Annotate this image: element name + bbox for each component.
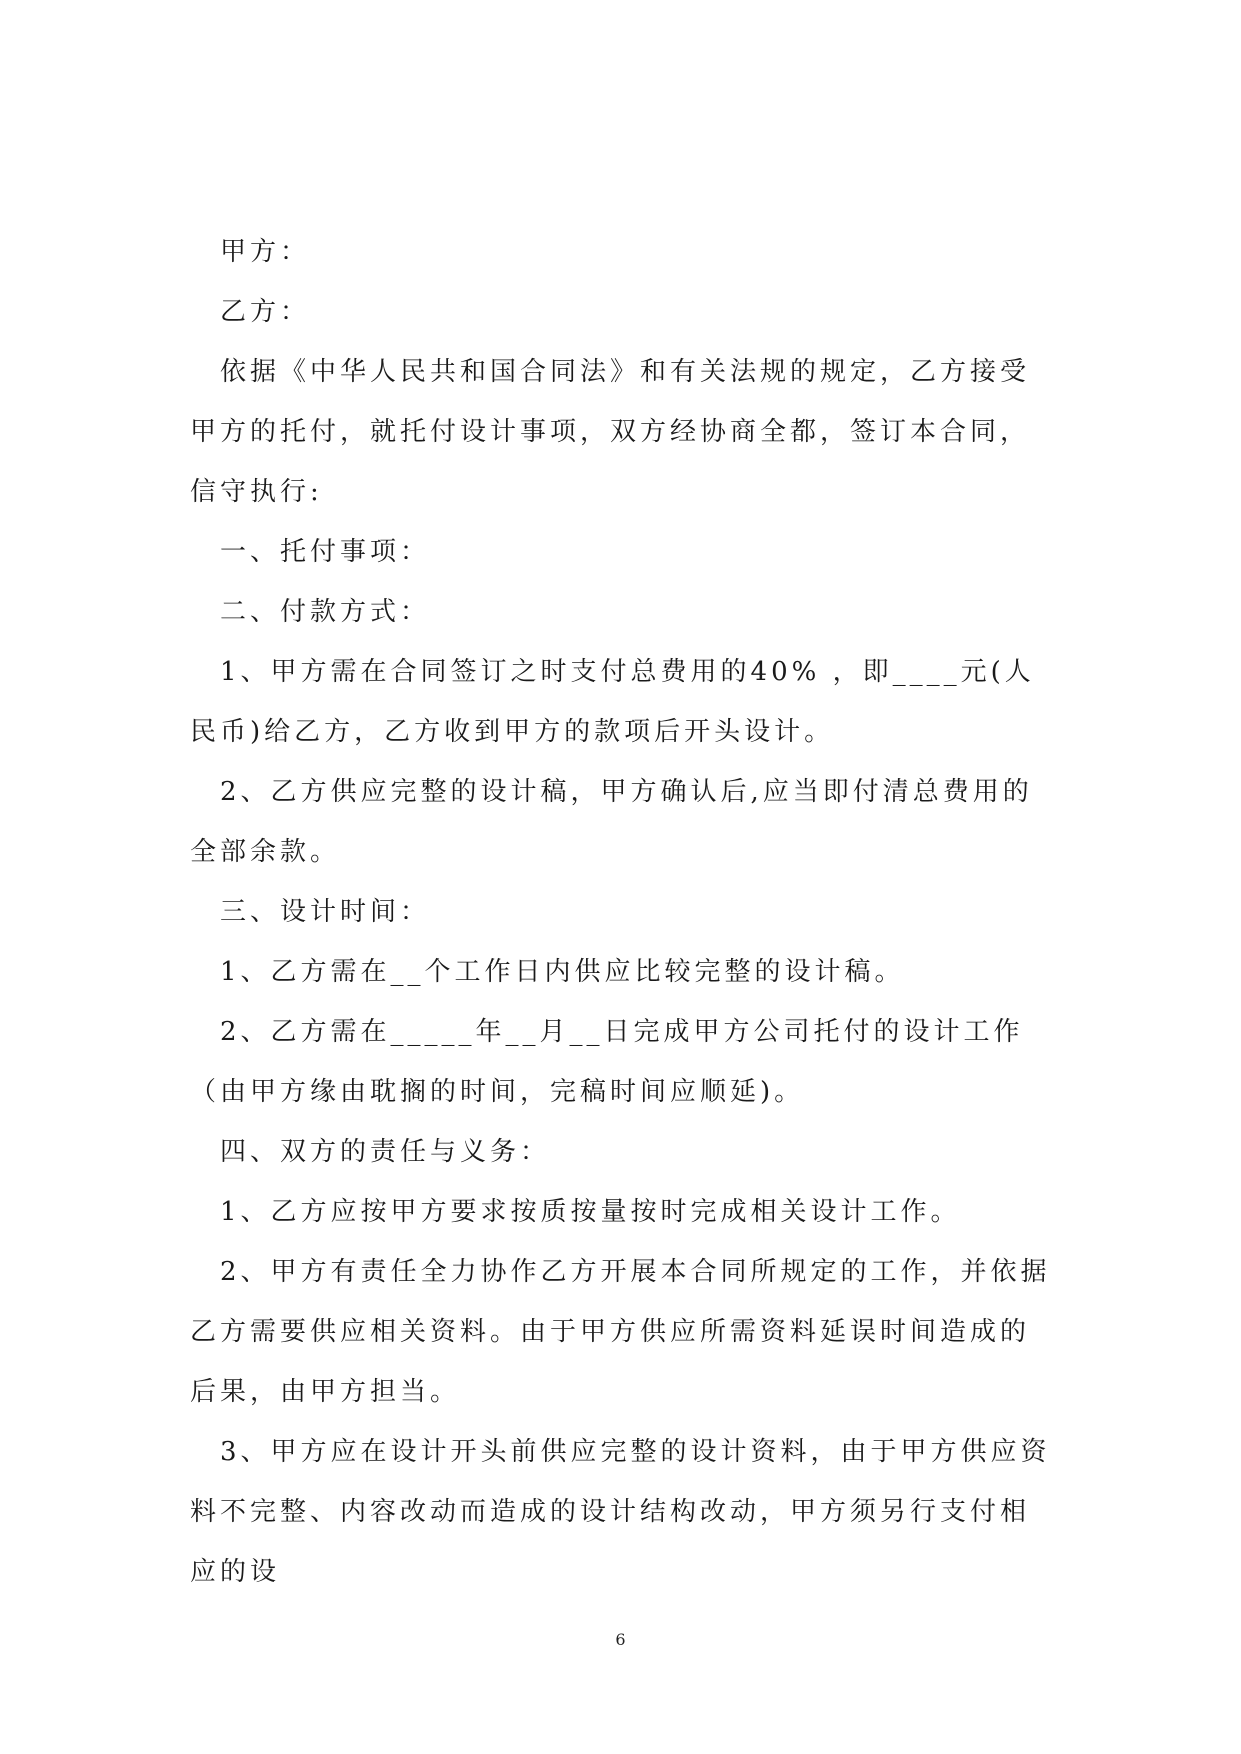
party-b-line: 乙方：	[220, 297, 311, 327]
responsibility-clause-1: 1、乙方应按甲方要求按质按量按时完成相关设计工作。	[220, 1197, 961, 1227]
section-heading-design-time: 三、设计时间：	[220, 897, 431, 927]
page-number: 6	[615, 1630, 626, 1649]
responsibility-clause-3: 3、甲方应在设计开头前供应完整的设计资料，由于甲方供应资料不完整、内容改动而造成的设计结构改动，甲方须另行支付相应的设	[190, 1437, 1051, 1587]
section-heading-payment-method: 二、付款方式：	[220, 597, 431, 627]
preamble-paragraph: 依据《中华人民共和国合同法》和有关法规的规定，乙方接受甲方的托付，就托付设计事项，双方经协商全都，签订本合同，信守执行:	[190, 357, 1031, 507]
payment-clause-1: 1、甲方需在合同签订之时支付总费用的40% ，即____元(人民币)给乙方，乙方收到甲方的款项后开头设计。	[190, 657, 1035, 747]
design-time-clause-1: 1、乙方需在__个工作日内供应比较完整的设计稿。	[220, 957, 905, 987]
section-heading-responsibilities: 四、双方的责任与义务：	[220, 1137, 551, 1167]
party-a-line: 甲方：	[220, 237, 311, 267]
document-body	[190, 222, 1052, 1602]
design-time-clause-2: 2、乙方需在_____年__月__日完成甲方公司托付的设计工作（由甲方缘由耽搁的时间，完稿时间应顺延)。	[190, 1017, 1024, 1107]
payment-clause-2: 2、乙方供应完整的设计稿，甲方确认后,应当即付清总费用的全部余款。	[190, 777, 1033, 867]
responsibility-clause-2: 2、甲方有责任全力协作乙方开展本合同所规定的工作，并依据乙方需要供应相关资料。由于甲方供应所需资料延误时间造成的后果，由甲方担当。	[190, 1257, 1051, 1407]
section-heading-entrusted-matters: 一、托付事项：	[220, 537, 431, 567]
